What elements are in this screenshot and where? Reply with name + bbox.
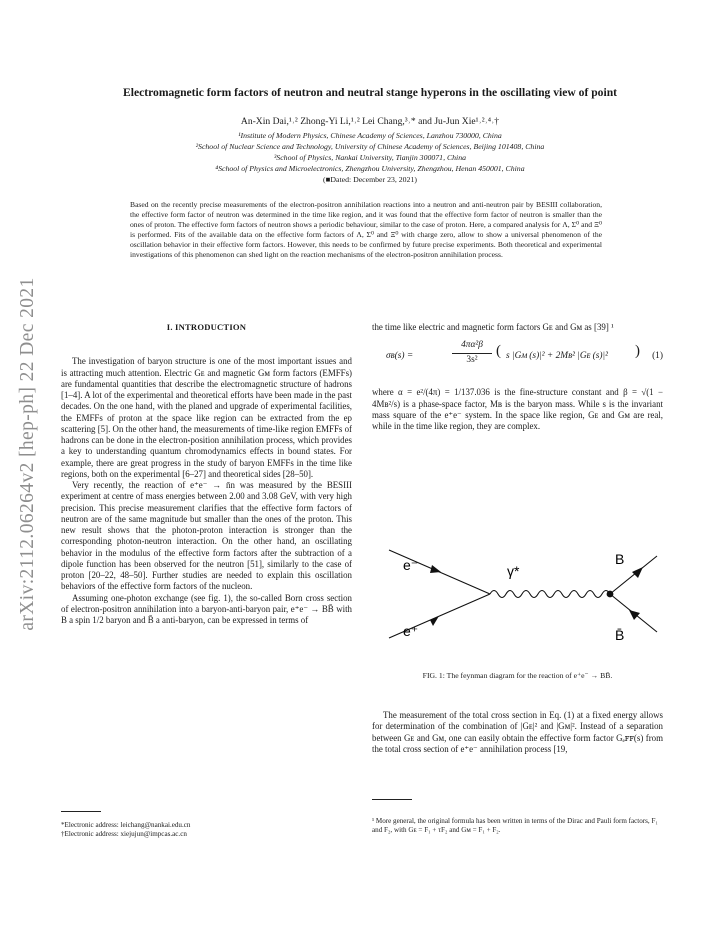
equation-denominator: 3s²: [466, 354, 478, 365]
footnote-right: ¹ More general, the original formula has been written in terms of the Dirac and Pauli form factors, F₁ and F₂, with Gᴇ = F₁ + τF₂ and Gᴍ = F₁ + F₂.: [372, 817, 658, 835]
arxiv-id-text: arXiv:2112.06264v2 [hep-ph] 22 Dec 2021: [17, 277, 38, 631]
right-paragraph-3: The measurement of the total cross section in Eq. (1) at a fixed energy allows for determination of the combination of |Gᴇ|² and |Gᴍ|². Instead of a separation between Gᴇ and Gᴍ, one can easily obtain the effective form factor Gₑꜰꜰ(s) from the total cross section of e⁺e⁻ annihilation process [19,: [372, 710, 663, 754]
feynman-diagram: [375, 536, 665, 656]
equation-rhs: s |Gᴍ (s)|² + 2Mʙ² |Gᴇ (s)|²: [506, 351, 608, 362]
vertex-dot: [607, 591, 614, 598]
positron-arrow-icon: [430, 616, 439, 626]
equation-lhs: σʙ(s) =: [386, 351, 414, 362]
footnote-email-2: †Electronic address: xiejujun@impcas.ac.cn: [61, 830, 187, 839]
date-line: (■Dated: December 23, 2021): [323, 174, 417, 184]
right-column: [372, 322, 663, 432]
paper-title: Electromagnetic form factors of neutron and neutral stange hyperons in the oscillating view of point: [123, 86, 617, 99]
right-column-bottom: [372, 710, 663, 755]
affiliation-2: ²School of Nuclear Science and Technology, University of Chinese Academy of Sciences, Beijing 101408, China: [195, 141, 545, 151]
right-paragraph-2: where α = e²/(4π) = 1/137.036 is the fine-structure constant and β = √(1 − 4Mʙ²/s) is a phase-space factor, Mʙ is the baryon mass. While s is the invariant mass square of the e⁺e⁻ system. In the space like region, Gᴇ and Gᴍ are real, while in the time like region, they are complex.: [372, 387, 663, 431]
section-heading-text: I. INTRODUCTION: [166, 322, 247, 332]
equation-open-paren: (: [496, 343, 501, 360]
left-column: [61, 322, 352, 626]
intro-paragraph-3: Assuming one-photon exchange (see fig. 1), the so-called Born cross section of electron-positron annihilation into a baryon-anti-baryon pair, e⁺e⁻ → BB̄ with B a spin 1/2 baryon and B̄ a anti-baryon, can be expressed in terms of: [61, 592, 352, 625]
intro-paragraph-2: Very recently, the reaction of e⁺e⁻ → n̄n was measured by the BESIII experiment at centre of mass energies between 2.00 and 3.08 GeV, with very high precision. This precise measurement clarifies that the effective form factors of neutron are of the same magnitude but smaller than the ones of the proton. This new result shows that the photon-proton interaction is stronger than the corresponding photon-neutron interaction. On the other hand, an oscillating behavior in the modulus of the effective form factors after the subtraction of a dipole function has been observed for the neutron [51], similarly to the case of proton [20–22, 48–50]. Further studies are needed to explain this oscillation behaviors of the effective form factors of the nucleon.: [61, 480, 352, 592]
affiliation-3: ³School of Physics, Nankai University, Tianjin 300071, China: [273, 152, 467, 162]
section-heading: [61, 322, 352, 333]
antibaryon-arrow-icon: [629, 610, 640, 620]
label-b: B: [615, 551, 625, 567]
author-list: An-Xin Dai,¹˒² Zhong-Yi Li,¹˒² Lei Chang,³˒* and Ju-Jun Xie¹˒²˒⁴˒†: [240, 116, 500, 127]
equation-1: [372, 339, 663, 379]
electron-arrow-icon: [430, 565, 441, 573]
affiliation-4: ⁴School of Physics and Microelectronics, Zhengzhou University, Zhengzhou, Henan 450001, China: [215, 163, 525, 173]
label-gamma: γ*: [507, 563, 520, 579]
abstract: Based on the recently precise measurements of the electron-positron annihilation reactions into a neutron and anti-neutron pair by BESIII collaboration, the effective form factor of neutron was determined in the time like region, and it was found that the effective form factor of neutron is smaller than the ones of proton. The effective form factors of neutron shows a periodic behaviour, similar to the case of proton. Here, a compared analysis for Λ, Σ⁰ and Ξ⁰ is performed. Fits of the available data on the effective form factors of Λ, Σ⁰ and Ξ⁰ with charge zero, allow to show a universal phenomenon of the oscillation behavior in their effective form factors. However, this needs to be confirmed by future precise experiments. Both theoretical and experimental investigations of this phenomenon can shed light on the reaction mechanisms of the electron-positron annihilation process.: [130, 200, 602, 260]
label-e-plus: e⁺: [403, 623, 419, 639]
footnotes-left: [61, 821, 352, 840]
photon-propagator: [490, 591, 610, 598]
label-e-minus: e⁻: [403, 557, 419, 573]
right-paragraph-1: the time like electric and magnetic form factors Gᴇ and Gᴍ as [39] ¹: [372, 322, 614, 332]
footnote-rule-left: [61, 811, 101, 812]
arxiv-identifier-stamp: [8, 214, 48, 694]
footnote-rule-right: [372, 799, 412, 800]
affiliations: [60, 131, 680, 186]
label-b-bar: B̄: [615, 627, 625, 643]
figure-caption: FIG. 1: The feynman diagram for the reaction of e⁺e⁻ → BB̄.: [422, 671, 613, 680]
baryon-arrow-icon: [632, 567, 643, 578]
equation-numerator: 4πα²β: [452, 340, 492, 353]
affiliation-1: ¹Institute of Modern Physics, Chinese Academy of Sciences, Lanzhou 730000, China: [238, 131, 502, 140]
footnote-email-1: *Electronic address: leichang@nankai.edu.cn: [61, 821, 191, 829]
intro-paragraph-1: The investigation of baryon structure is one of the most important issues and is attracting much attention. Electric Gᴇ and magnetic Gᴍ form factors (EMFFs) are fundamental quantities that describe the electromagnetic structure of hadrons [1–4]. A lot of the experimental and theoretical efforts have been made in the past decades. On the one hand, with the planed and upgrade of experimental facilities, the EMFFs of proton at the space like region can be extracted from the ep scattering [5]. On the other hand, the measurements of time-like region EMFFs of hadrons can be done in the electron-position annihilation process, which provides a key to understanding quantum chromodynamics effects in bound states. For example, there are great progress in the study of baryon EMFFs in the time like regions, both on the experimental [6–27] and theoretical sides [28–50].: [61, 356, 352, 479]
equation-number: (1): [652, 351, 663, 362]
equation-fraction: [452, 340, 492, 366]
equation-close-paren: ): [635, 343, 640, 360]
